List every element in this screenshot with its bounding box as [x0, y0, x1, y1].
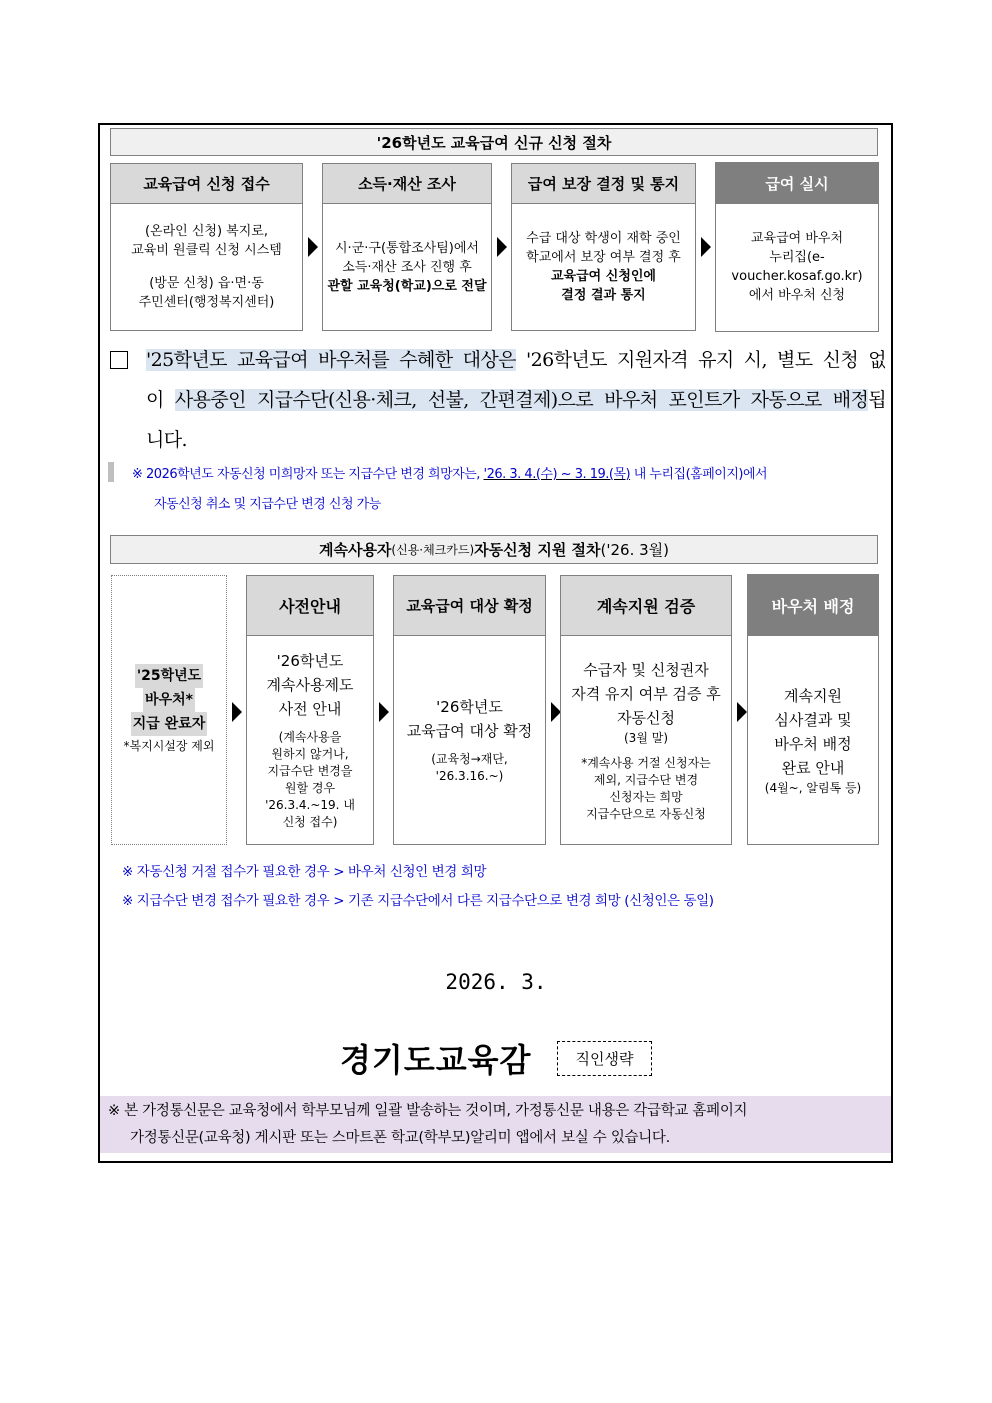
step-line: (온라인 신청) 복지로, — [144, 224, 268, 239]
s2-step-voucher-assign — [747, 574, 879, 845]
highlight-part3: 사용중인 지급수단(신용·체크, 선불, 간편결제)으로 바우처 포인트가 자동으로 배정 — [174, 389, 869, 411]
issue-date: 2026. 3. — [445, 970, 547, 994]
step-line: 심사결과 및 — [774, 710, 852, 729]
step-line: 관할 교육청(학교)으로 전달 — [327, 278, 487, 294]
step-line: 지급수단으로 자동신청 — [586, 806, 706, 821]
step-line: 계속지원 — [784, 686, 842, 705]
step-line: 바우처 배정 — [774, 734, 852, 753]
s1-step-benefit — [715, 162, 879, 332]
section1-title-text: '26학년도 교육급여 신규 신청 절차 — [376, 133, 612, 152]
text-part2: '26학년도 지원자격 유지 시, 별도 신청 없이 — [146, 349, 886, 411]
step-header: 소득·재산 조사 — [323, 164, 491, 204]
text-part4: 됩니다. — [146, 389, 886, 451]
notice-marker — [108, 462, 114, 482]
step-line: 신청 접수) — [282, 815, 338, 829]
step-line: 사전 안내 — [278, 700, 342, 718]
arrow-right-icon — [308, 237, 318, 257]
step-body — [247, 636, 373, 844]
s2-step-verify — [560, 575, 732, 845]
arrow-right-icon — [737, 702, 747, 722]
step-line: 제외, 지급수단 변경 — [593, 772, 699, 787]
step-line: 교육비 원클릭 신청 시스템 — [131, 243, 282, 258]
step-header: 교육급여 대상 확정 — [394, 576, 545, 636]
s1-step-decision — [511, 163, 696, 331]
step-body — [111, 204, 302, 330]
step-line: '26.3.16.~) — [435, 769, 504, 783]
step-line: (교육청→재단, — [431, 752, 508, 766]
step-line: 시·군·구(통합조사팀)에서 — [335, 240, 479, 256]
step-line: '26.3.4.~19. 내 — [265, 798, 355, 812]
notice-prefix: ※ 2026학년도 자동신청 미희망자 또는 지급수단 변경 희망자는, — [132, 467, 484, 482]
step-line: 누리집(e-voucher.kosaf.go.kr) — [731, 250, 863, 284]
s1-step-income-survey — [322, 163, 492, 331]
step-header: 계속지원 검증 — [561, 576, 731, 636]
step-header: 교육급여 신청 접수 — [111, 164, 302, 204]
step-line: '26학년도 — [436, 698, 503, 716]
step-header: 급여 보장 결정 및 통지 — [512, 164, 695, 204]
section2-title — [110, 535, 878, 564]
step-line: 자격 유지 여부 검증 후 — [571, 684, 721, 703]
step-line: 완료 안내 — [781, 758, 845, 777]
step-line: (계속사용을 — [278, 730, 342, 744]
start-line1: '25학년도 — [135, 664, 203, 688]
start-line3: 지급 완료자 — [131, 712, 208, 736]
main-paragraph — [146, 340, 886, 460]
notice-period: '26. 3. 4.(수) ~ 3. 19.(목) — [483, 467, 631, 482]
notice-suffix: 내 누리집(홈페이지)에서 — [630, 467, 768, 482]
step-line: 주민센터(행정복지센터) — [138, 295, 275, 310]
step-line: 에서 바우처 신청 — [748, 288, 846, 303]
title-bold2: 자동신청 지원 절차 — [474, 541, 601, 559]
s2-step-pre-notice — [246, 575, 374, 845]
step-line: 교육급여 신청인에 — [551, 269, 656, 284]
step-line: 교육급여 바우처 — [750, 231, 844, 246]
step-line: '26학년도 — [276, 652, 344, 670]
arrow-right-icon — [701, 237, 711, 257]
notice-text — [132, 460, 884, 520]
step-line: (방문 신청) 읍·면·동 — [149, 276, 264, 291]
step-body — [748, 636, 878, 844]
footer-line1: ※ 본 가정통신문은 교육청에서 학부모님께 일괄 발송하는 것이며, 가정통신문 내용은 각급학교 홈페이지 — [108, 1103, 748, 1119]
signer-name: 경기도교육감 — [340, 1041, 532, 1079]
step-line: 자동신청 — [617, 708, 675, 727]
step-line: 수급 대상 학생이 재학 중인 — [526, 231, 681, 246]
footer-notice — [100, 1096, 891, 1153]
step-body — [323, 204, 491, 330]
step-line: 계속사용제도 — [266, 676, 354, 694]
step-line: 원하지 않거나, — [271, 747, 349, 761]
arrow-right-icon — [232, 702, 242, 722]
step-body — [716, 204, 878, 330]
start-line2: 바우처* — [143, 688, 195, 712]
note-item: ※ 자동신청 거절 접수가 필요한 경우 > 바우처 신청인 변경 희망 — [122, 864, 487, 880]
start-footnote: *복지시설장 제외 — [123, 739, 215, 753]
section2-notes — [122, 858, 714, 916]
arrow-right-icon — [379, 702, 389, 722]
seal-omitted-box: 직인생략 — [557, 1041, 652, 1076]
step-body — [512, 204, 695, 330]
notice-line2: 자동신청 취소 및 지급수단 변경 신청 가능 — [154, 497, 381, 512]
step-body — [394, 636, 545, 844]
s2-step-confirm-target — [393, 575, 546, 845]
step-header: 급여 실시 — [716, 163, 878, 204]
note-item: ※ 지급수단 변경 접수가 필요한 경우 > 기존 지급수단에서 다른 지급수단으로 변경 희망 (신청인은 동일) — [122, 893, 714, 909]
highlight-part1: '25학년도 교육급여 바우처를 수혜한 대상은 — [146, 349, 516, 371]
step-line: 수급자 및 신청권자 — [583, 660, 709, 679]
section1-title — [110, 128, 878, 156]
s1-step-apply — [110, 163, 303, 331]
checkbox-bullet-icon — [110, 351, 128, 369]
step-line: 결정 결과 통지 — [561, 288, 646, 303]
footer-line2: 가정통신문(교육청) 게시판 또는 스마트폰 학교(학부모)알리미 앱에서 보실 수 있습니다. — [130, 1130, 670, 1146]
step-line: (3월 말) — [624, 730, 668, 745]
step-line: 소득·재산 조사 진행 후 — [342, 259, 472, 275]
step-line: 교육급여 대상 확정 — [406, 722, 533, 740]
step-line: 원할 경우 — [284, 781, 336, 795]
step-line: 신청자는 희망 — [609, 789, 683, 804]
step-line: (4월~, 알림톡 등) — [764, 780, 862, 795]
step-header: 바우처 배정 — [748, 575, 878, 636]
start-box-recipients — [111, 575, 227, 845]
step-header: 사전안내 — [247, 576, 373, 636]
title-small: (신용·체크카드) — [391, 543, 475, 557]
step-line: 지급수단 변경을 — [267, 764, 353, 778]
step-body — [561, 636, 731, 844]
title-bold1: 계속사용자 — [318, 541, 392, 559]
arrow-right-icon — [497, 237, 507, 257]
step-line: *계속사용 거절 신청자는 — [581, 755, 711, 770]
step-line: 학교에서 보장 여부 결정 후 — [526, 250, 681, 265]
title-tail: ('26. 3월) — [600, 541, 670, 559]
